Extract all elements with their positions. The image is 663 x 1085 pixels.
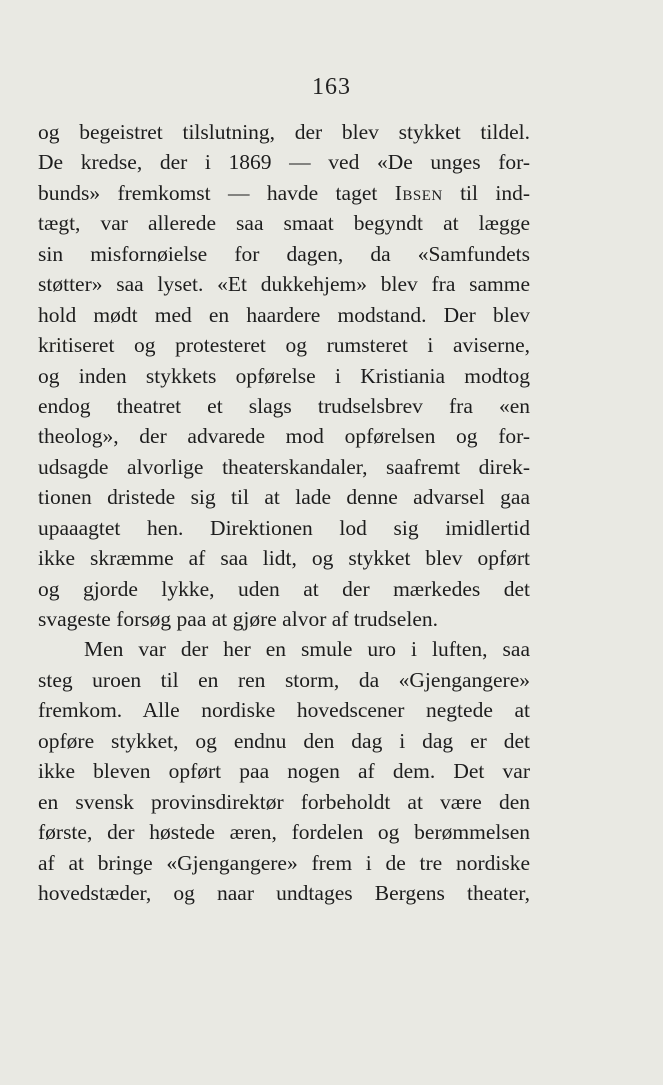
text-line — [38, 117, 530, 147]
text-run: endog theatret et slags trudselsbrev fra «en — [38, 393, 530, 418]
text-run: bunds» fremkomst — havde taget — [38, 180, 395, 205]
text-run: en svensk provinsdirektør forbeholdt at være den — [38, 789, 530, 814]
text-run: svageste forsøg paa at gjøre alvor af trudselen. — [38, 607, 438, 631]
text-run: og gjorde lykke, uden at der mærkedes det — [38, 576, 530, 601]
text-run: steg uroen til en ren storm, da «Gjengangere» — [38, 667, 530, 692]
text-line — [38, 178, 530, 208]
text-line — [38, 726, 530, 756]
text-line — [38, 391, 530, 421]
text-run: støtter» saa lyset. «Et dukkehjem» blev fra samme — [38, 272, 530, 297]
text-line — [38, 421, 530, 451]
text-line — [38, 452, 530, 482]
text-run: De kredse, der i 1869 — ved «De unges for- — [38, 150, 530, 175]
text-run: opføre stykket, og endnu den dag i dag er det — [38, 728, 530, 753]
text-run: og begeistret tilslutning, der blev stykket tildel. — [38, 120, 530, 144]
text-line — [38, 239, 530, 269]
text-line — [38, 513, 530, 543]
text-line — [38, 695, 530, 725]
small-caps-name: Ibsen — [394, 180, 443, 205]
text-line — [38, 269, 530, 299]
text-run: sin misfornøielse for dagen, da «Samfundets — [38, 241, 530, 266]
body-text — [38, 117, 530, 908]
text-run: Men var der her en smule uro i luften, saa — [84, 637, 530, 662]
text-run: udsagde alvorlige theaterskandaler, saafremt direk- — [38, 454, 530, 479]
text-line — [38, 208, 530, 238]
text-run: hovedstæder, og naar undtages Bergens theater, — [38, 880, 530, 905]
text-run: første, der høstede æren, fordelen og berømmelsen — [38, 820, 530, 845]
text-line — [38, 147, 530, 177]
text-line — [38, 878, 530, 908]
text-run: og inden stykkets opførelse i Kristiania modtog — [38, 363, 530, 388]
text-run: af at bringe «Gjengangere» frem i de tre nordiske — [38, 850, 530, 875]
text-run: ikke bleven opført paa nogen af dem. Det var — [38, 759, 530, 784]
text-line — [38, 330, 530, 360]
text-line — [38, 604, 530, 634]
text-run: theolog», der advarede mod opførelsen og for- — [38, 424, 530, 449]
text-run: til ind- — [442, 180, 530, 205]
text-line — [38, 482, 530, 512]
text-run: ikke skræmme af saa lidt, og stykket blev opført — [38, 546, 530, 571]
text-line — [38, 300, 530, 330]
text-line — [38, 543, 530, 573]
text-line — [38, 361, 530, 391]
text-run: tægt, var allerede saa smaat begyndt at lægge — [38, 211, 530, 236]
text-line — [38, 665, 530, 695]
text-line — [38, 848, 530, 878]
text-run: hold mødt med en haardere modstand. Der blev — [38, 302, 530, 327]
text-line — [38, 634, 530, 664]
text-line — [38, 787, 530, 817]
text-line — [38, 756, 530, 786]
text-run: tionen dristede sig til at lade denne advarsel gaa — [38, 485, 530, 510]
text-run: fremkom. Alle nordiske hovedscener negtede at — [38, 698, 530, 723]
text-line — [38, 574, 530, 604]
text-line — [38, 817, 530, 847]
text-run: kritiseret og protesteret og rumsteret i aviserne, — [38, 333, 530, 358]
page-number: 163 — [312, 74, 351, 100]
text-run: upaaagtet hen. Direktionen lod sig imidlertid — [38, 515, 530, 540]
